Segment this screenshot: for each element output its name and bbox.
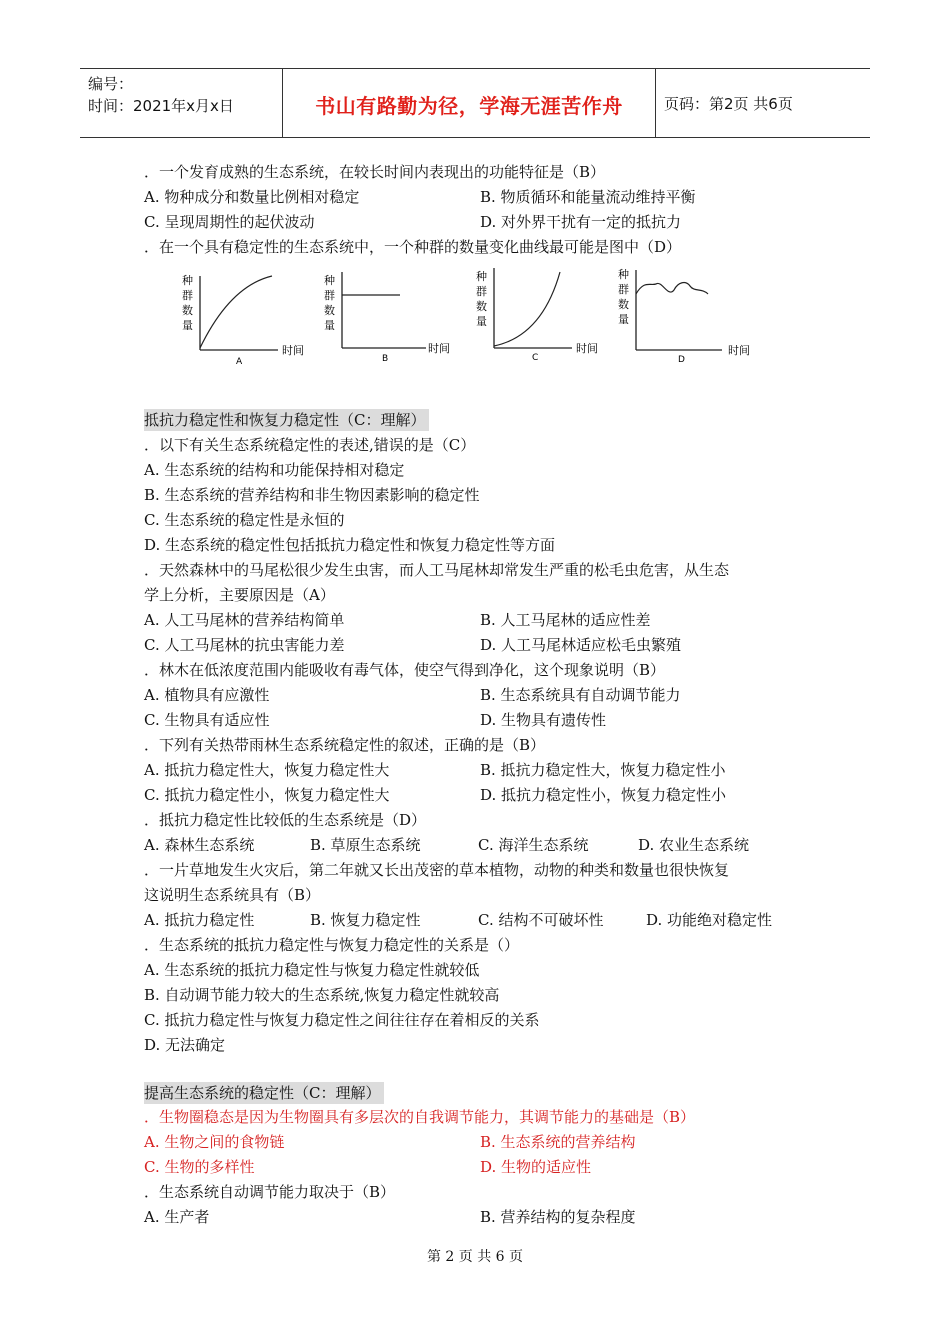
option-row	[144, 1155, 592, 1180]
y-label-char: 数	[618, 298, 629, 311]
option-d: D. 农业生态系统	[638, 836, 750, 854]
question-text: ．生态系统自动调节能力取决于（B）	[144, 1183, 396, 1201]
question-text-continued: 学上分析，主要原因是（A）	[144, 586, 335, 604]
question-text: ．生态系统的抵抗力稳定性与恢复力稳定性的关系是（）	[144, 936, 520, 954]
question-text: ．下列有关热带雨林生态系统稳定性的叙述，正确的是（B）	[144, 736, 546, 754]
option-d: D. 生态系统的稳定性包括抵抗力稳定性和恢复力稳定性等方面	[144, 536, 556, 554]
y-label-char: 数	[324, 304, 335, 317]
y-label-char: 数	[182, 304, 193, 317]
option-c: C. 生物具有适应性	[144, 711, 270, 729]
y-label-char: 群	[324, 289, 335, 302]
graph-b	[320, 266, 470, 374]
option-d: D. 人工马尾林适应松毛虫繁殖	[480, 636, 682, 654]
option-b: B. 草原生态系统	[310, 836, 421, 854]
option-b: B. 生态系统具有自动调节能力	[480, 686, 681, 704]
graph-letter: C	[532, 353, 539, 363]
header-meta	[88, 73, 234, 117]
x-label: 时间	[282, 344, 304, 357]
graph-letter: D	[678, 355, 685, 365]
graph-c	[472, 266, 622, 374]
option-c: C. 抵抗力稳定性与恢复力稳定性之间往往存在着相反的关系	[144, 1011, 540, 1029]
option-d: D. 无法确定	[144, 1036, 226, 1054]
option-row	[144, 683, 681, 708]
graph-letter: B	[382, 354, 389, 364]
option-d: D. 抵抗力稳定性小，恢复力稳定性小	[480, 786, 727, 804]
option-d: D. 生物具有遗传性	[480, 711, 607, 729]
option-a: A. 生产者	[144, 1208, 210, 1226]
option-c: C. 生物的多样性	[144, 1158, 255, 1176]
y-label-char: 数	[476, 300, 487, 313]
curve-d	[636, 283, 708, 294]
option-c: C. 抵抗力稳定性小，恢复力稳定性大	[144, 786, 390, 804]
option-a: A. 抵抗力稳定性大，恢复力稳定性大	[144, 761, 390, 779]
time-label: 时间：2021年x月x日	[88, 97, 234, 115]
option-a: A. 人工马尾林的营养结构简单	[144, 611, 345, 629]
option-b: B. 自动调节能力较大的生态系统,恢复力稳定性就较高	[144, 986, 500, 1004]
option-a: A. 抵抗力稳定性	[144, 911, 255, 929]
option-b: B. 生态系统的营养结构	[480, 1133, 636, 1151]
x-label: 时间	[576, 342, 598, 355]
header-page-info: 页码：第2页 共6页	[664, 95, 793, 113]
curve-c	[494, 272, 560, 346]
option-row	[144, 210, 682, 235]
option-row	[144, 185, 696, 210]
option-row	[144, 633, 682, 658]
option-b: B. 恢复力稳定性	[310, 911, 421, 929]
option-c: C. 人工马尾林的抗虫害能力差	[144, 636, 345, 654]
x-label: 时间	[728, 344, 750, 357]
curve-a	[200, 276, 272, 348]
y-label-char: 量	[182, 319, 193, 332]
option-a: A. 生态系统的抵抗力稳定性与恢复力稳定性就较低	[144, 961, 480, 979]
graph-d	[616, 266, 766, 374]
option-c: C. 结构不可破坏性	[478, 911, 604, 929]
question-text: ．在一个具有稳定性的生态系统中，一个种群的数量变化曲线最可能是图中（D）	[144, 238, 682, 256]
y-label-char: 种	[618, 268, 629, 281]
option-row	[144, 1130, 636, 1155]
option-row	[144, 783, 727, 808]
section-heading: 提高生态系统的稳定性（C：理解）	[144, 1082, 384, 1104]
option-d: D. 生物的适应性	[480, 1158, 592, 1176]
y-label-char: 量	[618, 313, 629, 326]
serial-label: 编号：	[88, 75, 134, 93]
question-text: ．一个发育成熟的生态系统，在较长时间内表现出的功能特征是（B）	[144, 163, 606, 181]
option-a: A. 森林生态系统	[144, 836, 255, 854]
option-row	[144, 608, 651, 633]
y-label-char: 种	[476, 270, 487, 283]
y-label-char: 种	[182, 274, 193, 287]
y-label-char: 群	[618, 283, 629, 296]
y-label-char: 群	[182, 289, 193, 302]
graph-a	[170, 266, 320, 374]
option-row	[144, 708, 607, 733]
x-label: 时间	[428, 342, 450, 355]
option-c: C. 海洋生态系统	[478, 836, 589, 854]
section-heading: 抵抗力稳定性和恢复力稳定性（C：理解）	[144, 409, 429, 431]
y-label-char: 种	[324, 274, 335, 287]
population-curve-figures	[170, 266, 770, 370]
question-text: ．生物圈稳态是因为生物圈具有多层次的自我调节能力，其调节能力的基础是（B）	[144, 1108, 696, 1126]
question-text-continued: 这说明生态系统具有（B）	[144, 886, 321, 904]
option-c: C. 生态系统的稳定性是永恒的	[144, 511, 345, 529]
question-text: ．林木在低浓度范围内能吸收有毒气体，使空气得到净化，这个现象说明（B）	[144, 661, 666, 679]
option-b: B. 物质循环和能量流动维持平衡	[480, 188, 696, 206]
option-b: B. 生态系统的营养结构和非生物因素影响的稳定性	[144, 486, 480, 504]
y-label-char: 群	[476, 285, 487, 298]
option-row	[144, 758, 726, 783]
option-d: D. 对外界干扰有一定的抵抗力	[480, 213, 682, 231]
option-b: B. 营养结构的复杂程度	[480, 1208, 636, 1226]
question-text: ．天然森林中的马尾松很少发生虫害，而人工马尾林却常发生严重的松毛虫危害，从生态	[144, 561, 730, 579]
option-b: B. 人工马尾林的适应性差	[480, 611, 651, 629]
graph-letter: A	[236, 357, 243, 367]
option-row	[144, 1205, 636, 1230]
page-header	[80, 68, 870, 138]
question-text: ．以下有关生态系统稳定性的表述,错误的是（C）	[144, 436, 476, 454]
option-a: A. 生态系统的结构和功能保持相对稳定	[144, 461, 405, 479]
y-label-char: 量	[476, 315, 487, 328]
option-a: A. 物种成分和数量比例相对稳定	[144, 188, 360, 206]
option-b: B. 抵抗力稳定性大，恢复力稳定性小	[480, 761, 726, 779]
option-a: A. 生物之间的食物链	[144, 1133, 285, 1151]
header-motto: 书山有路勤为径，学海无涯苦作舟	[315, 94, 623, 118]
question-text: ．抵抗力稳定性比较低的生态系统是（D）	[144, 811, 427, 829]
option-d: D. 功能绝对稳定性	[646, 911, 773, 929]
question-text: ．一片草地发生火灾后，第二年就又长出茂密的草本植物，动物的种类和数量也很快恢复	[144, 861, 730, 879]
header-divider	[655, 69, 656, 137]
y-label-char: 量	[324, 319, 335, 332]
option-a: A. 植物具有应激性	[144, 686, 270, 704]
option-c: C. 呈现周期性的起伏波动	[144, 213, 315, 231]
page-footer: 第 2 页 共 6 页	[426, 1249, 524, 1265]
